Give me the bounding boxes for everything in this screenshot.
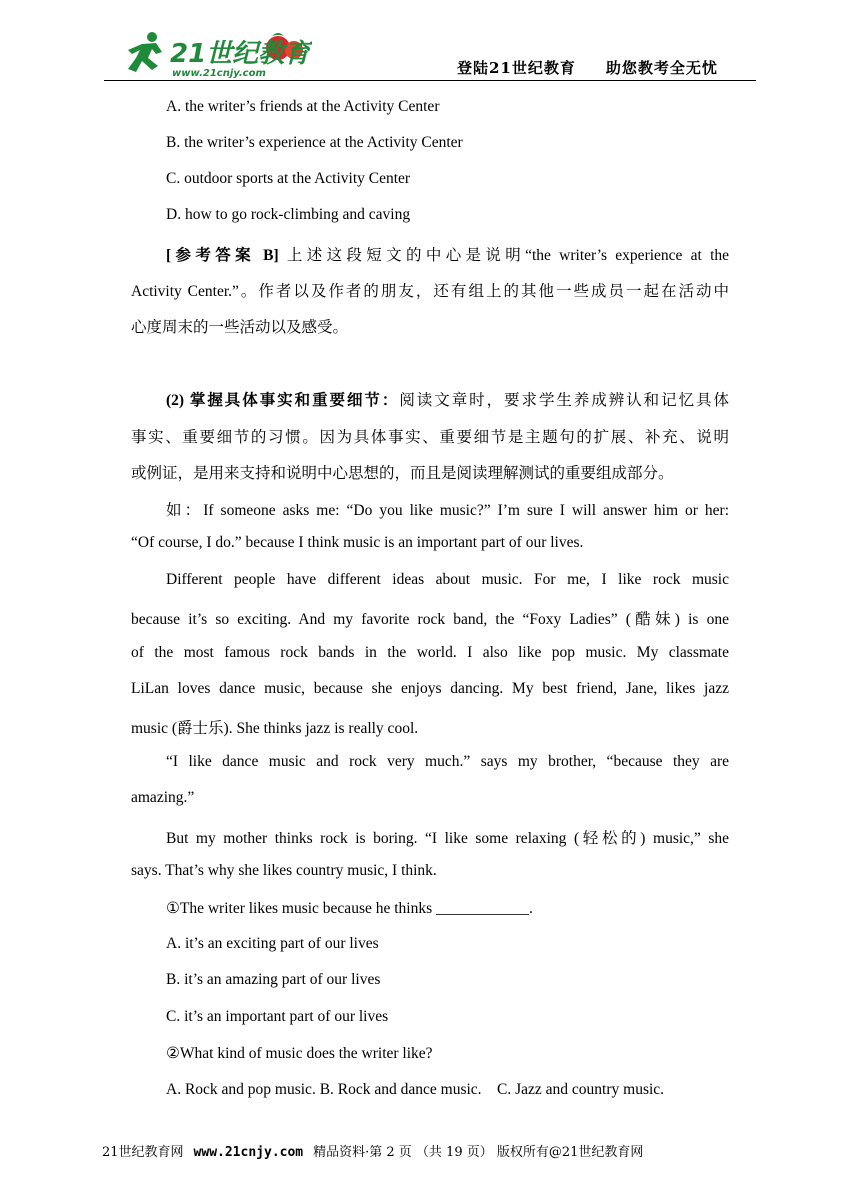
footer-left: 21世纪教育网 [102, 1145, 184, 1160]
logo-text: 21世纪教育 [170, 39, 311, 69]
passage-line-2: because it’s so exciting. And my favorite rock band, the “Foxy Ladies” (酷妹) is one [131, 611, 729, 628]
passage-line-9: says. That’s why she likes country music, I think. [131, 862, 437, 879]
passage-line-3: of the most famous rock bands in the world. I also like pop music. My classmate [131, 644, 729, 661]
section-2-heading-line [166, 388, 729, 410]
question-2: ②What kind of music does the writer like? [166, 1045, 433, 1062]
answer-line-3: 心度周末的一些活动以及感受。 [131, 319, 349, 336]
passage-line-6: “I like dance music and rock very much.” says my brother, “because they are [166, 753, 729, 770]
header-slogan [457, 57, 718, 78]
question-1-option-b: B. it’s an amazing part of our lives [166, 971, 381, 988]
option-b: B. the writer’s experience at the Activity Center [166, 134, 463, 151]
question-2-options: A. Rock and pop music. B. Rock and dance music. C. Jazz and country music. [166, 1081, 665, 1098]
passage-line-7: amazing.” [131, 789, 195, 806]
question-1-option-a: A. it’s an exciting part of our lives [166, 935, 379, 952]
logo [112, 28, 312, 80]
logo-url: www.21cnjy.com [172, 68, 266, 79]
slogan-login: 登陆21世纪教育 [457, 59, 576, 77]
passage-line-4: LiLan loves dance music, because she enjoys dancing. My best friend, Jane, likes jazz [131, 680, 729, 697]
section-2-text: 阅读文章时，要求学生养成辨认和记忆具体 [399, 392, 729, 409]
option-a: A. the writer’s friends at the Activity Center [166, 98, 440, 115]
option-c: C. outdoor sports at the Activity Center [166, 170, 411, 187]
footer-right: 精品资料·第 2 页 （共 19 页） 版权所有@21世纪教育网 [313, 1145, 644, 1160]
page-footer [102, 1141, 643, 1160]
slogan-help: 助您教考全无忧 [605, 59, 718, 77]
section-2-line-3: 或例证，是用来支持和说明中心思想的，而且是阅读理解测试的重要组成部分。 [131, 465, 674, 482]
page-header [0, 0, 860, 90]
answer-label: [参考答案 B] [166, 247, 279, 264]
example-line-1: 如：If someone asks me: “Do you like music?” I’m sure I will answer him or her: [166, 502, 729, 519]
section-2-title: (2) 掌握具体事实和重要细节： [166, 392, 400, 409]
runner-icon [128, 32, 162, 72]
answer-line [166, 243, 729, 265]
footer-site: www.21cnjy.com [193, 1145, 304, 1160]
passage-line-5: music (爵士乐). She thinks jazz is really cool. [131, 720, 419, 737]
option-d: D. how to go rock-climbing and caving [166, 206, 411, 223]
section-2-line-2: 事实、重要细节的习惯。因为具体事实、重要细节是主题句的扩展、补充、说明 [131, 429, 729, 446]
answer-text: 上述这段短文的中心是说明“the writer’s experience at the [286, 247, 729, 264]
example-line-2: “Of course, I do.” because I think music is an important part of our lives. [131, 534, 584, 551]
passage-line-1: Different people have different ideas about music. For me, I like rock music [166, 571, 729, 588]
passage-line-8: But my mother thinks rock is boring. “I like some relaxing (轻松的) music,” she [166, 830, 729, 847]
question-1: ①The writer likes music because he thinks ____________. [166, 900, 533, 917]
answer-line-2: Activity Center.”。作者以及作者的朋友，还有组上的其他一些成员一起在活动中 [131, 283, 729, 300]
question-1-option-c: C. it’s an important part of our lives [166, 1008, 389, 1025]
header-rule [104, 80, 756, 81]
